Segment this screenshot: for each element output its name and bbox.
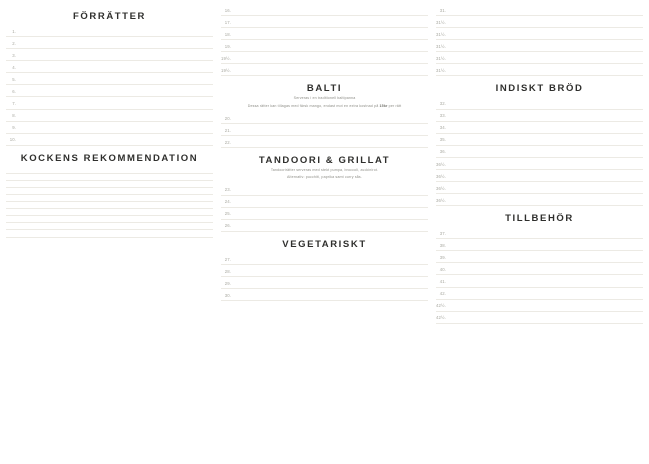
item-number: 19½. — [221, 68, 231, 74]
menu-item — [221, 52, 428, 64]
item-number: 20. — [224, 115, 231, 121]
section-header — [436, 213, 643, 224]
menu-item — [436, 158, 643, 170]
menu-item — [6, 73, 213, 85]
item-number: 9. — [12, 125, 16, 131]
menu-item — [6, 216, 213, 223]
menu-item — [6, 167, 213, 174]
menu-item — [436, 182, 643, 194]
menu-column-2 — [221, 4, 428, 462]
menu-item — [221, 112, 428, 124]
item-number: 38. — [439, 242, 446, 248]
item-number: 42½. — [436, 315, 446, 321]
item-number: 28. — [224, 268, 231, 274]
section-item-list — [221, 184, 428, 232]
item-number: 30. — [224, 292, 231, 298]
item-number: 36. — [439, 149, 446, 155]
item-number: 2. — [12, 40, 16, 46]
menu-item — [6, 209, 213, 216]
section-subtitle-secondary: Dessa rätter kan tillagas med färsk mango, endast mot en extra kostnad på 15kr per rätt — [247, 103, 402, 108]
section-subtitle-secondary: Alternativ: pucchiti, paprika samt curry sås. — [286, 175, 363, 180]
section-title: TANDOORI & GRILLAT — [258, 155, 391, 167]
menu-item — [436, 300, 643, 312]
section-subtitle: Serveras i en traditionell baltipanna — [293, 96, 356, 101]
item-number: 34. — [439, 125, 446, 131]
menu-item — [6, 195, 213, 202]
menu-item — [221, 4, 428, 16]
menu-item — [436, 134, 643, 146]
item-number: 8. — [12, 113, 16, 119]
item-number — [6, 169, 19, 171]
item-number: 36½. — [436, 185, 446, 191]
menu-item — [436, 97, 643, 109]
section-subtitle: Tandoorirätter serveras med stekt pumpa, broccoli, zuckinirot. — [270, 168, 379, 173]
item-number: 31. — [439, 7, 446, 13]
menu-column-3 — [436, 4, 643, 462]
section-item-list — [6, 25, 213, 146]
menu-item — [436, 251, 643, 263]
menu-item — [436, 275, 643, 287]
menu-item — [6, 85, 213, 97]
item-number: 25. — [224, 211, 231, 217]
item-number: 31½. — [436, 43, 446, 49]
section-header — [436, 83, 643, 94]
item-number: 36½. — [436, 173, 446, 179]
menu-item — [6, 122, 213, 134]
menu-item — [221, 220, 428, 232]
menu-item — [221, 289, 428, 301]
menu-item — [6, 202, 213, 209]
item-number: 21. — [224, 127, 231, 133]
section-header — [221, 155, 428, 180]
section-title: KOCKENS REKOMMENDATION — [20, 152, 199, 164]
menu-item — [221, 16, 428, 28]
item-number — [6, 233, 19, 235]
item-number: 36½. — [436, 161, 446, 167]
item-number: 17. — [224, 19, 231, 25]
item-number: 39. — [439, 255, 446, 261]
menu-item — [6, 223, 213, 230]
menu-item — [436, 64, 643, 76]
item-number: 10. — [9, 137, 16, 143]
section-header — [221, 83, 428, 108]
menu-item — [436, 52, 643, 64]
section-title: FÖRRÄTTER — [73, 11, 146, 22]
menu-item — [221, 253, 428, 265]
item-number: 40. — [439, 267, 446, 273]
item-number: 33. — [439, 113, 446, 119]
menu-item — [221, 136, 428, 148]
item-number: 6. — [12, 89, 16, 95]
item-number: 16. — [224, 7, 231, 13]
item-number: 42. — [439, 291, 446, 297]
section-title: TILLBEHÖR — [505, 213, 574, 225]
section-title: INDISKT BRÖD — [495, 83, 584, 95]
menu-item — [221, 184, 428, 196]
item-number — [6, 204, 19, 206]
section-header — [6, 11, 213, 22]
menu-column-1 — [6, 4, 213, 462]
item-number — [6, 218, 19, 220]
section-item-list — [221, 253, 428, 301]
item-number: 36½. — [436, 197, 446, 203]
item-number: 18. — [224, 31, 231, 37]
menu-item — [221, 64, 428, 76]
menu-item — [436, 194, 643, 206]
section-header — [6, 153, 213, 164]
item-number: 42½. — [436, 303, 446, 309]
menu-item — [6, 110, 213, 122]
item-number: 19½. — [221, 56, 231, 61]
item-number — [6, 183, 19, 185]
item-number: 32. — [439, 101, 446, 107]
menu-item — [436, 263, 643, 275]
item-number: 7. — [12, 101, 16, 107]
section-title: BALTI — [306, 83, 343, 95]
item-number: 27. — [224, 256, 231, 262]
menu-item — [436, 16, 643, 28]
item-number — [6, 226, 19, 228]
menu-item — [436, 239, 643, 251]
menu-item — [436, 312, 643, 324]
menu-item — [436, 28, 643, 40]
menu-item — [436, 288, 643, 300]
menu-item — [6, 37, 213, 49]
section-item-list — [436, 4, 643, 76]
item-number: 1. — [12, 28, 16, 34]
menu-item — [221, 40, 428, 52]
item-number: 3. — [12, 52, 16, 58]
item-number: 19. — [224, 43, 231, 49]
section-title: VEGETARISKT — [282, 238, 367, 250]
item-number — [6, 176, 19, 178]
item-number: 35. — [439, 137, 446, 143]
item-number: 31½. — [436, 68, 446, 74]
menu-item — [221, 28, 428, 40]
item-number: 41. — [439, 279, 446, 285]
section-item-list — [6, 167, 213, 238]
menu-item — [221, 265, 428, 277]
menu-item — [436, 122, 643, 134]
item-number: 26. — [224, 223, 231, 229]
menu-item — [6, 181, 213, 188]
item-number — [6, 190, 19, 192]
menu-item — [221, 124, 428, 136]
menu-item — [221, 196, 428, 208]
menu-item — [436, 40, 643, 52]
item-number: 29. — [224, 280, 231, 286]
menu-item — [6, 188, 213, 195]
item-number: 23. — [224, 187, 231, 193]
menu-item — [6, 49, 213, 61]
item-number: 37. — [439, 230, 446, 236]
menu-item — [6, 25, 213, 37]
item-number: 24. — [224, 199, 231, 205]
item-number: 5. — [12, 77, 16, 82]
section-item-list — [221, 112, 428, 148]
menu-item — [6, 61, 213, 73]
item-number: 31½. — [436, 56, 446, 61]
section-item-list — [221, 4, 428, 76]
menu-item — [6, 134, 213, 146]
menu-item — [436, 227, 643, 239]
item-number — [6, 197, 19, 199]
menu-item — [436, 110, 643, 122]
menu-item — [221, 277, 428, 289]
menu-item — [6, 174, 213, 181]
menu-item — [6, 230, 213, 237]
menu-item — [436, 4, 643, 16]
menu-item — [6, 97, 213, 109]
item-number: 31½. — [436, 19, 446, 25]
section-header — [221, 239, 428, 250]
menu-item — [436, 146, 643, 158]
menu-item — [221, 208, 428, 220]
menu-item — [436, 170, 643, 182]
item-number: 4. — [12, 64, 16, 70]
item-number — [6, 211, 19, 213]
item-number: 31½. — [436, 31, 446, 37]
section-item-list — [436, 227, 643, 324]
item-number: 22. — [224, 139, 231, 145]
section-item-list — [436, 97, 643, 206]
